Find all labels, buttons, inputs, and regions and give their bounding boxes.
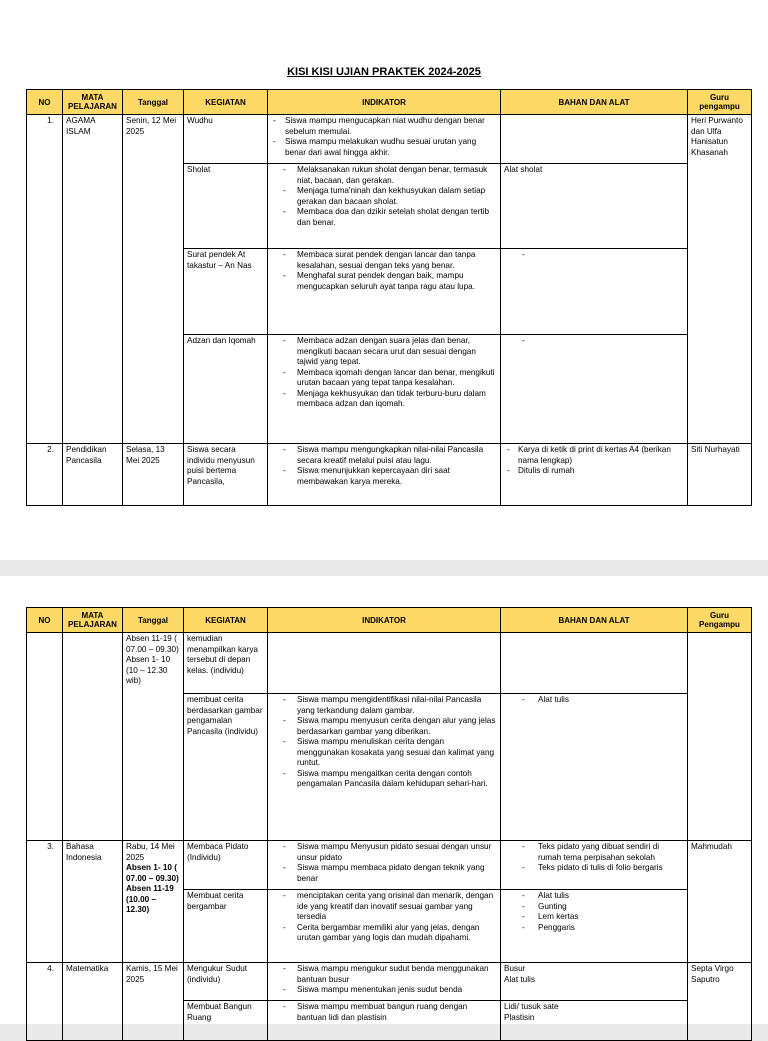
col-header-tanggal: Tanggal — [123, 608, 184, 633]
material-text: Alat tulis — [504, 974, 535, 984]
list-item: - Siswa menunjukkan kepercayaan diri saat membawakan karya mereka. — [271, 466, 497, 487]
row-number: 3. — [27, 841, 63, 963]
activity-cell: Sholat — [184, 164, 268, 249]
list-item: - Siswa mampu membaca pidato dengan teknik yang benar — [271, 863, 497, 884]
list-item: - Siswa mampu mengucapkan niat wudhu dengan benar sebelum memulai. — [271, 116, 497, 137]
list-item: - Siswa mampu Menyusun pidato sesuai dengan unsur unsur pidato — [271, 842, 497, 863]
indicator-cell — [268, 890, 501, 963]
list-item: - Membaca iqomah dengan lancar dan benar, mengikuti urutan bacaan yang tepat tanpa kesalahan. — [271, 368, 497, 389]
table-row — [27, 115, 752, 164]
date-cell: Senin, 12 Mei 2025 — [123, 115, 184, 444]
exam-grid-table-1 — [26, 89, 752, 506]
subject-cell: Pendidikan Pancasila — [63, 444, 123, 506]
teacher-cell: Septa Virgo Saputro — [688, 963, 752, 1041]
table-header-row — [27, 608, 752, 633]
col-header-guru: Guru pengampu — [688, 90, 752, 115]
list-item: - menciptakan cerita yang orisinal dan menarik, dengan ide yang kreatif dan inovatif sesuai gambar yang tersedia — [271, 891, 497, 923]
table-header-row — [27, 90, 752, 115]
activity-cell: Adzan dan Iqomah — [184, 335, 268, 444]
list-item: - Ditulis di rumah — [504, 466, 684, 477]
document-page-2 — [0, 576, 768, 1024]
indicator-cell — [268, 841, 501, 890]
activity-cell: Surat pendek At takastur – An Nas — [184, 249, 268, 335]
activity-cell: membuat cerita berdasarkan gambar pengamalan Pancasila (individu) — [184, 694, 268, 841]
list-item: - Siswa mampu menuliskan cerita dengan menggunakan kosakata yang sesuai dan kalimat yang runtut. — [271, 737, 497, 769]
teacher-cell: Heri Purwanto dan Ulfa Hanisatun Khasanah — [688, 115, 752, 444]
col-header-mapel: MATA PELAJARAN — [63, 608, 123, 633]
col-header-no: NO — [27, 90, 63, 115]
col-header-indikator: INDIKATOR — [268, 608, 501, 633]
list-item: - Membaca surat pendek dengan lancar dan tanpa kesalahan, sesuai dengan teks yang benar. — [271, 250, 497, 271]
date-cell: Absen 11-19 ( 07.00 – 09.30) Absen 1- 10 (10 – 12.30 wib) — [123, 633, 184, 841]
list-item: - Membaca adzan dengan suara jelas dan benar, mengikuti bacaan secara urut dan sesuai dengan tajwid yang tepat. — [271, 336, 497, 368]
indicator-cell — [268, 115, 501, 164]
list-item: - Menjaga kekhusyukan dan tidak terburu-buru dalam membaca adzan dan iqomah. — [271, 389, 497, 410]
teacher-cell: Mahmudah — [688, 841, 752, 963]
row-number — [27, 633, 63, 841]
date-cell: Selasa, 13 Mei 2025 — [123, 444, 184, 506]
subject-cell — [63, 633, 123, 841]
list-item: - Gunting — [504, 902, 684, 913]
material-cell — [501, 444, 688, 506]
col-header-guru: Guru Pengampu — [688, 608, 752, 633]
list-item: - Siswa mampu menyusun cerita dengan alur yang jelas berdasarkan gambar yang diberikan. — [271, 716, 497, 737]
col-header-kegiatan: KEGIATAN — [184, 608, 268, 633]
date-text: Rabu, 14 Mei 2025 — [126, 842, 175, 862]
material-text: Plastisin — [504, 1012, 535, 1022]
date-cell: Kamis, 15 Mei 2025 — [123, 963, 184, 1041]
indicator-cell — [268, 633, 501, 694]
schedule-text: Absen 1- 10 ( 07.00 – 09.30) Absen 11-19 (10.00 – 12.30) — [126, 863, 179, 914]
list-item: - Membaca doa dan dzikir setelah sholat dengan tertib dan benar. — [271, 207, 497, 228]
material-cell — [501, 963, 688, 1001]
activity-cell: Membuat Bangun Ruang — [184, 1001, 268, 1041]
row-number: 2. — [27, 444, 63, 506]
list-item: - Siswa mampu melakukan wudhu sesuai urutan yang benar dari awal hingga akhir. — [271, 137, 497, 158]
material-cell — [501, 841, 688, 890]
col-header-no: NO — [27, 608, 63, 633]
col-header-mapel: MATA PELAJARAN — [63, 90, 123, 115]
teacher-cell — [688, 633, 752, 841]
col-header-tanggal: Tanggal — [123, 90, 184, 115]
table-row — [27, 444, 752, 506]
exam-grid-table-2 — [26, 607, 752, 1041]
indicator-cell — [268, 444, 501, 506]
material-cell — [501, 633, 688, 694]
list-item: - Menjaga tuma'ninah dan kekhusyukan dalam setiap gerakan dan bacaan sholat. — [271, 186, 497, 207]
indicator-cell — [268, 694, 501, 841]
row-number: 1. — [27, 115, 63, 444]
list-item: - Teks pidato di tulis di folio bergaris — [504, 863, 684, 874]
material-cell — [501, 1001, 688, 1041]
activity-cell: Siswa secara individu menyusun puisi bertema Pancasila, — [184, 444, 268, 506]
material-cell — [501, 115, 688, 164]
document-title: KISI KISI UJIAN PRAKTEK 2024-2025 — [287, 66, 481, 78]
list-item: - Siswa mampu mengungkapkan nilai-nilai Pancasila secara kreatif melalui puisi atau lagu. — [271, 445, 497, 466]
material-cell — [501, 890, 688, 963]
activity-cell: kemudian menampilkan karya tersebut di depan kelas. (individu) — [184, 633, 268, 694]
material-text: - — [522, 250, 525, 259]
list-item: - Siswa mampu membuat bangun ruang dengan bantuan lidi dan plastisin — [271, 1002, 497, 1023]
list-item: - Alat tulis — [504, 891, 684, 902]
list-item: - Menghafal surat pendek dengan baik, mampu mengucapkan seluruh ayat tanpa ragu atau lupa. — [271, 271, 497, 292]
activity-cell: Membaca Pidato (Individu) — [184, 841, 268, 890]
indicator-cell — [268, 963, 501, 1001]
teacher-cell: Siti Nurhayati — [688, 444, 752, 506]
list-item: - Siswa mampu mengaitkan cerita dengan contoh pengamalan Pancasila dalam kehidupan sehari-hari. — [271, 769, 497, 790]
row-number: 4. — [27, 963, 63, 1041]
table-row — [27, 963, 752, 1001]
list-item: - Lem kertas — [504, 912, 684, 923]
list-item: - Melaksanakan rukun sholat dengan benar, termasuk niat, bacaan, dan gerakan. — [271, 165, 497, 186]
activity-cell: Mengukur Sudut (individu) — [184, 963, 268, 1001]
subject-cell: Bahasa Indonesia — [63, 841, 123, 963]
list-item: - Alat tulis — [504, 695, 684, 706]
indicator-cell — [268, 164, 501, 249]
material-cell: Alat sholat — [501, 164, 688, 249]
subject-cell: AGAMA ISLAM — [63, 115, 123, 444]
table-row — [27, 841, 752, 890]
table-row — [27, 633, 752, 694]
subject-cell: Matematika — [63, 963, 123, 1041]
list-item: - Penggaris — [504, 923, 684, 934]
col-header-bahan: BAHAN DAN ALAT — [501, 608, 688, 633]
material-cell — [501, 694, 688, 841]
material-cell — [501, 335, 688, 444]
list-item: - Siswa mampu mengukur sudut benda menggunakan bantuan busur — [271, 964, 497, 985]
col-header-bahan: BAHAN DAN ALAT — [501, 90, 688, 115]
material-text: Busur — [504, 964, 526, 973]
list-item: - Siswa mampu menentukan jenis sudut benda — [271, 985, 497, 996]
indicator-cell — [268, 1001, 501, 1041]
indicator-cell — [268, 335, 501, 444]
indicator-cell — [268, 249, 501, 335]
list-item: - Siswa mampu mengidentifikasi nilai-nilai Pancasila yang terkandung dalam gambar. — [271, 695, 497, 716]
activity-cell: Membuat cerita bergambar — [184, 890, 268, 963]
material-text: - — [522, 336, 525, 345]
date-cell — [123, 841, 184, 963]
col-header-kegiatan: KEGIATAN — [184, 90, 268, 115]
col-header-indikator: INDIKATOR — [268, 90, 501, 115]
material-text: Lidi/ tusuk sate — [504, 1002, 559, 1011]
material-cell — [501, 249, 688, 335]
list-item: - Teks pidato yang dibuat sendiri di rumah tema perpisahan sekolah — [504, 842, 684, 863]
activity-cell: Wudhu — [184, 115, 268, 164]
list-item: - Karya di ketik di print di kertas A4 (berikan nama lengkap) — [504, 445, 684, 466]
list-item: - Cerita bergambar memiliki alur yang jelas, dengan urutan gambar yang logis dan mudah dipahami. — [271, 923, 497, 944]
